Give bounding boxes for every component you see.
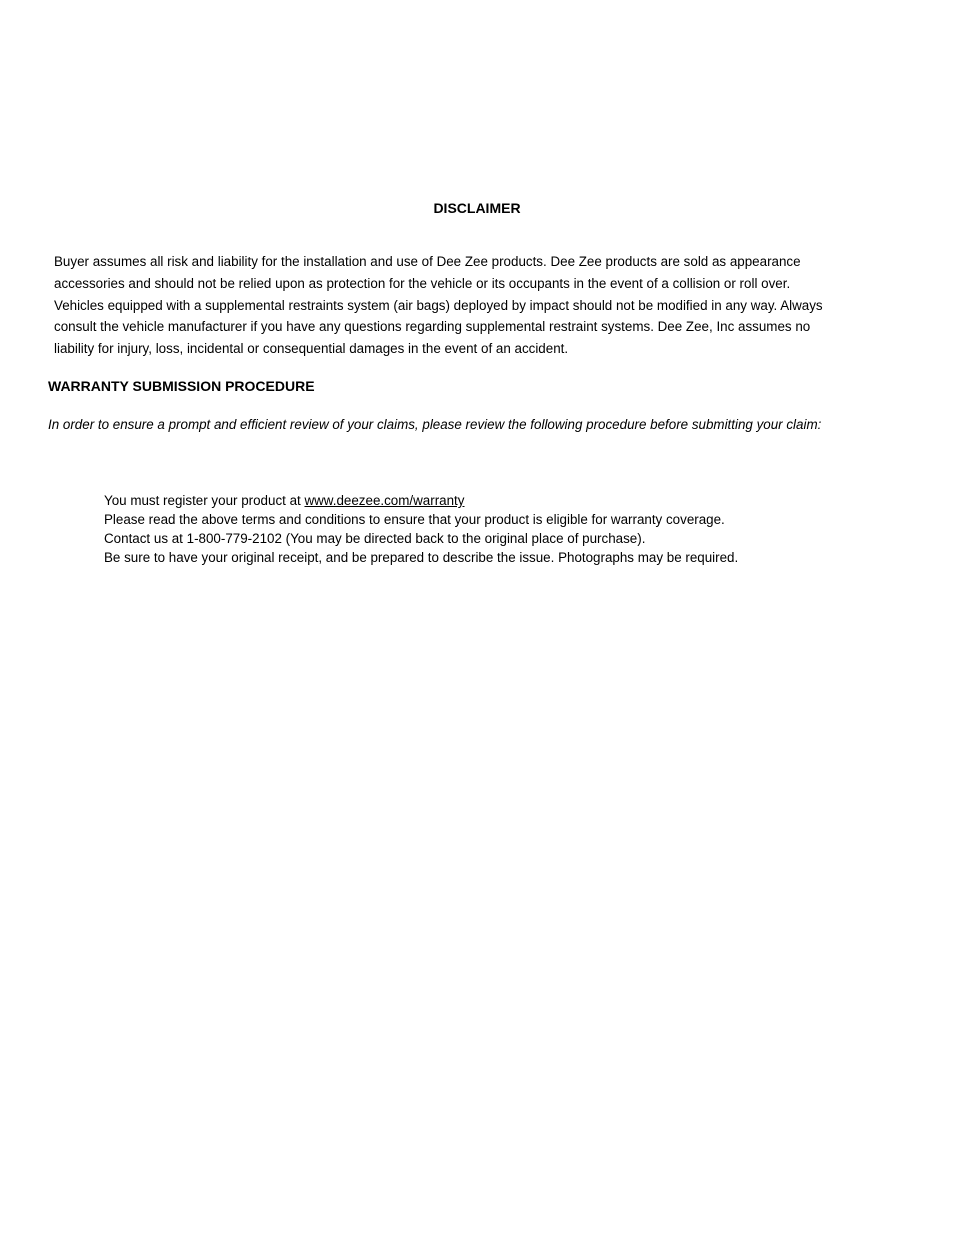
disclaimer-line: Buyer assumes all risk and liability for the installation and use of Dee Zee products. Dee Zee products are sold as appearance (54, 254, 801, 269)
disclaimer-title: DISCLAIMER (433, 200, 521, 216)
warranty-steps (104, 491, 738, 567)
step-receipt: Be sure to have your original receipt, and be prepared to describe the issue. Photographs may be required. (104, 550, 739, 565)
disclaimer-line: Vehicles equipped with a supplemental restraints system (air bags) deployed by impact should not be modified in any way. Always (54, 297, 823, 313)
step-contact: Contact us at 1-800-779-2102 (You may be directed back to the original place of purchase). (104, 531, 646, 546)
warranty-heading: WARRANTY SUBMISSION PROCEDURE (48, 378, 315, 394)
step-register-text: You must register your product at (104, 493, 305, 508)
step-register (104, 491, 738, 510)
warranty-intro: In order to ensure a prompt and efficient review of your claims, please review the following procedure before submitting your claim: (48, 417, 822, 432)
disclaimer-line: accessories and should not be relied upon as protection for the vehicle or its occupants in the event of a collision or roll over. (54, 275, 791, 291)
disclaimer-paragraph (54, 251, 904, 360)
disclaimer-line: liability for injury, loss, incidental or consequential damages in the event of an accident. (54, 341, 569, 357)
warranty-link[interactable]: www.deezee.com/warranty (304, 493, 465, 508)
step-read-terms: Please read the above terms and conditions to ensure that your product is eligible for warranty coverage. (104, 512, 725, 527)
disclaimer-line: consult the vehicle manufacturer if you have any questions regarding supplemental restraint systems. Dee Zee, Inc assumes no (54, 319, 811, 335)
